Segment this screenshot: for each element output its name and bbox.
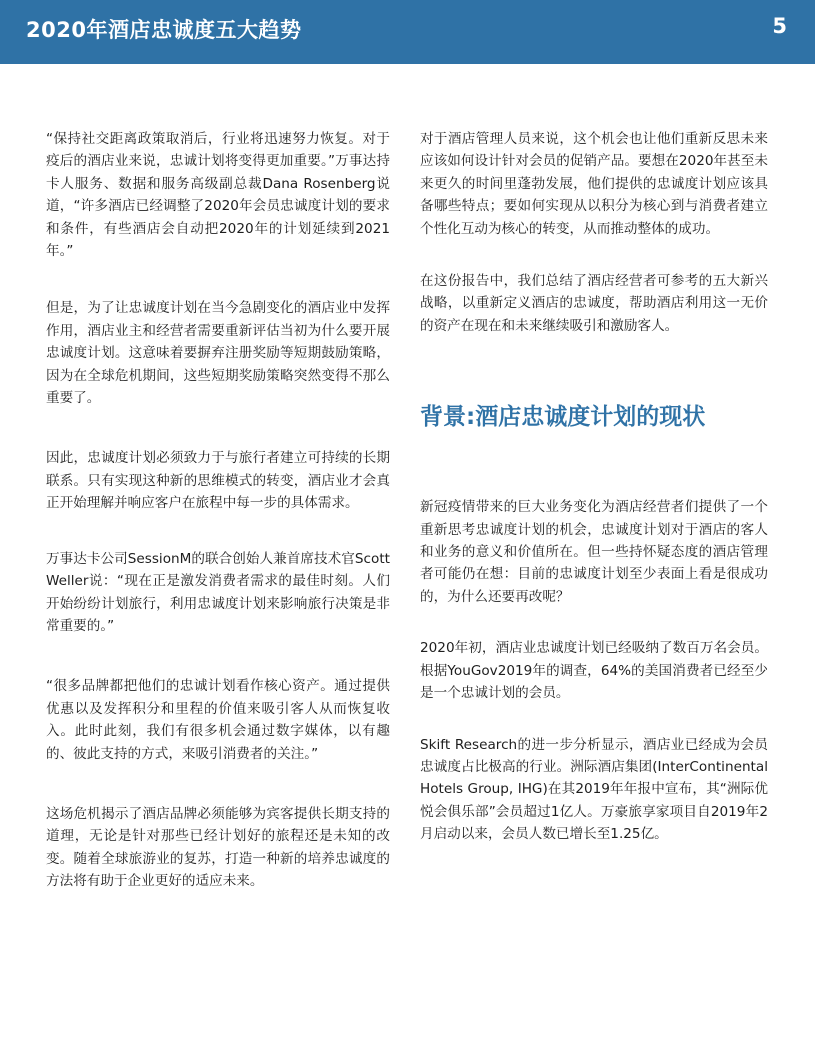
paragraph: 这场危机揭示了酒店品牌必须能够为宾客提供长期支持的道理，无论是针对那些已经计划好的旅程还是未知的改变。随着全球旅游业的复苏，打造一种新的培养忠诚度的方法将有助于企业更好的适应未来。 (46, 805, 390, 890)
paragraph: 万事达卡公司SessionM的联合创始人兼首席技术官Scott Weller说：“现在正是激发消费者需求的最佳时刻。人们开始纷纷计划旅行，利用忠诚度计划来影响旅行决策是非常重要的。” (46, 550, 390, 634)
page-number: 5 (772, 14, 787, 38)
paragraph: 新冠疫情带来的巨大业务变化为酒店经营者们提供了一个重新思考忠诚度计划的机会，忠诚度计划对于酒店的客人和业务的意义和价值所在。但一些持怀疑态度的酒店管理者可能仍在想：目前的忠诚度计划至少表面上看是很成功的，为什么还要再改呢？ (420, 499, 768, 605)
paragraph: 2020年初，酒店业忠诚度计划已经吸纳了数百万名会员。根据YouGov2019年的调查，64%的美国消费者已经至少是一个忠诚计划的会员。 (420, 640, 768, 702)
paragraph: “保持社交距离政策取消后，行业将迅速努力恢复。对于疫后的酒店业来说，忠诚计划将变得更加重要。”万事达持卡人服务、数据和服务高级副总裁Dana Rosenberg说道，“许多酒店已经调整了2020年会员忠诚度计划的要求和条件，有些酒店会自动把2020年的计划延续到2021年。” (46, 131, 390, 260)
paragraph: Skift Research的进一步分析显示，酒店业已经成为会员忠诚度占比极高的行业。洲际酒店集团(InterContinental Hotels Group, IHG)在其2019年年报中宣布，其“洲际优悦会俱乐部”会员超过1亿人。万豪旅享家项目自2019年2月启动以来，会员人数已增长至1.25亿。 (420, 736, 768, 843)
section-heading: 背景:酒店忠诚度计划的现状 (420, 404, 706, 431)
left-column (46, 128, 390, 922)
header-bar (0, 0, 815, 64)
paragraph: 在这份报告中，我们总结了酒店经营者可参考的五大新兴战略，以重新定义酒店的忠诚度，帮助酒店利用这一无价的资产在现在和未来继续吸引和激励客人。 (420, 273, 768, 334)
paragraph: “很多品牌都把他们的忠诚计划看作核心资产。通过提供优惠以及发挥积分和里程的价值来吸引客人从而恢复收入。此时此刻，我们有很多机会通过数字媒体，以有趣的、彼此支持的方式，来吸引消费者的关注。” (46, 678, 390, 762)
right-column (420, 128, 768, 875)
paragraph: 因此，忠诚度计划必须致力于与旅行者建立可持续的长期联系。只有实现这种新的思维模式的转变，酒店业才会真正开始理解并响应客户在旅程中每一步的具体需求。 (46, 450, 390, 512)
paragraph: 对于酒店管理人员来说，这个机会也让他们重新反思未来应该如何设计针对会员的促销产品。要想在2020年甚至未来更久的时间里蓬勃发展，他们提供的忠诚度计划应该具备哪些特点；要如何实现从以积分为核心到与消费者建立个性化互动为核心的转变，从而推动整体的成功。 (420, 131, 768, 237)
page-title: 2020年酒店忠诚度五大趋势 (26, 18, 302, 42)
paragraph: 但是，为了让忠诚度计划在当今急剧变化的酒店业中发挥作用，酒店业主和经营者需要重新评估当初为什么要开展忠诚度计划。这意味着要摒弃注册奖励等短期鼓励策略，因为在全球危机期间，这些短期奖励策略突然变得不那么重要了。 (46, 300, 390, 407)
